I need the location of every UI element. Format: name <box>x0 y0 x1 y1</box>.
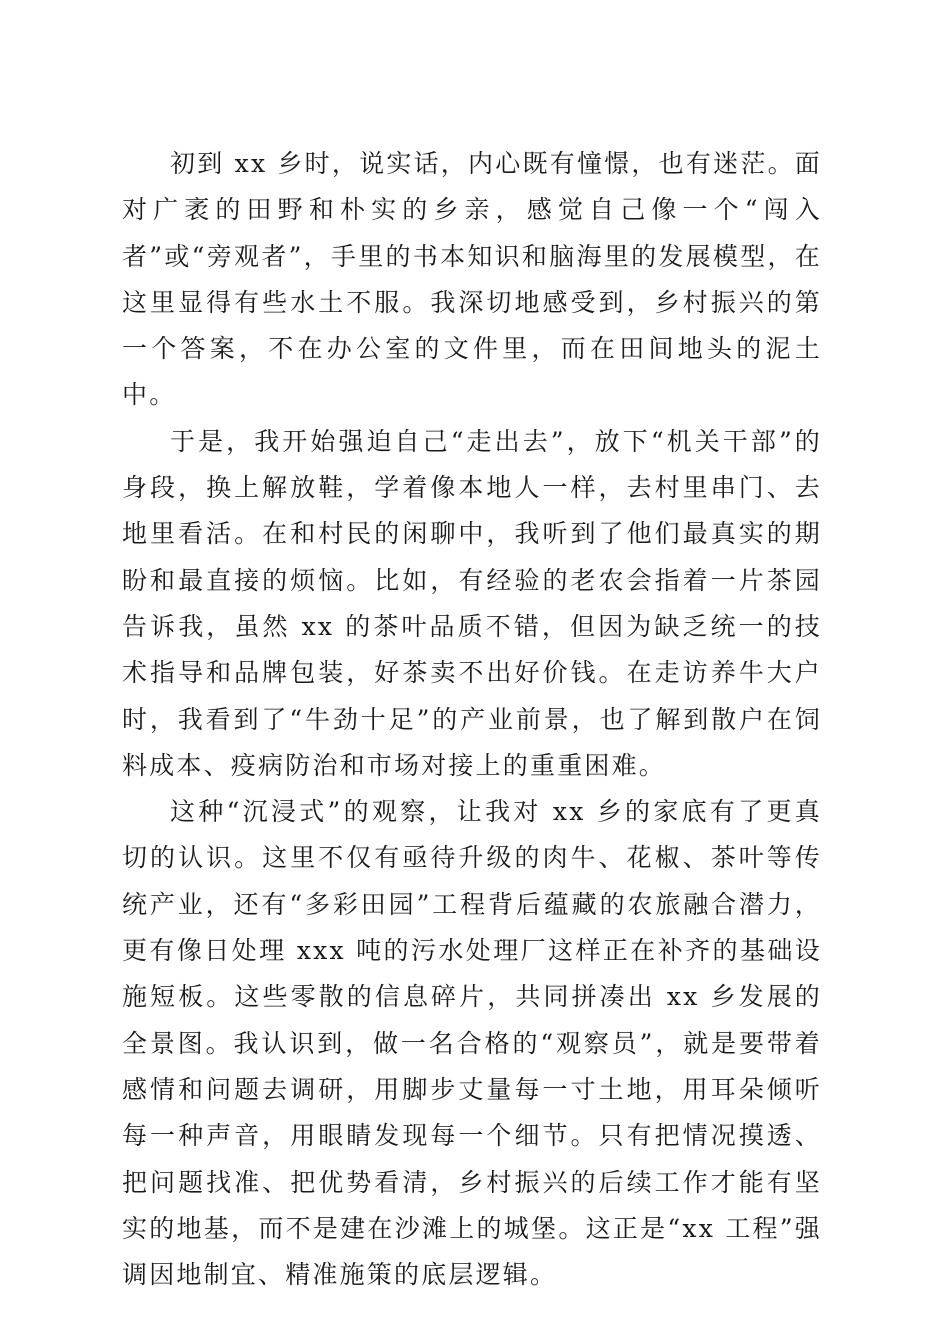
paragraph-3: 这种“沉浸式”的观察，让我对 xx 乡的家底有了更真切的认识。这里不仅有亟待升级的肉牛、花椒、茶叶等传统产业，还有“多彩田园”工程背后蕴藏的农旅融合潜力，更有像日处理 xxx 吨的污水处理厂这样正在补齐的基础设施短板。这些零散的信息碎片，共同拼凑出 xx 乡发展的全景图。我认识到，做一名合格的“观察员”，就是要带着感情和问题去调研，用脚步丈量每一寸土地，用耳朵倾听每一种声音，用眼睛发现每一个细节。只有把情况摸透、把问题找准、把优势看清，乡村振兴的后续工作才能有坚实的地基，而不是建在沙滩上的城堡。这正是“xx 工程”强调因地制宜、精准施策的底层逻辑。 <box>122 797 822 1290</box>
paragraph-1: 初到 xx 乡时，说实话，内心既有憧憬，也有迷茫。面对广袤的田野和朴实的乡亲，感觉自己像一个“闯入者”或“旁观者”，手里的书本知识和脑海里的发展模型，在这里显得有些水土不服。我深切地感受到，乡村振兴的第一个答案，不在办公室的文件里，而在田间地头的泥土中。 <box>122 149 822 410</box>
paragraph-2: 于是，我开始强迫自己“走出去”，放下“机关干部”的身段，换上解放鞋，学着像本地人一样，去村里串门、去地里看活。在和村民的闲聊中，我听到了他们最真实的期盼和最直接的烦恼。比如，有经验的老农会指着一片茶园告诉我，虽然 xx 的茶叶品质不错，但因为缺乏统一的技术指导和品牌包装，好茶卖不出好价钱。在走访养牛大户时，我看到了“牛劲十足”的产业前景，也了解到散户在饲料成本、疫病防治和市场对接上的重重困难。 <box>122 426 822 780</box>
document-page <box>122 141 822 1298</box>
